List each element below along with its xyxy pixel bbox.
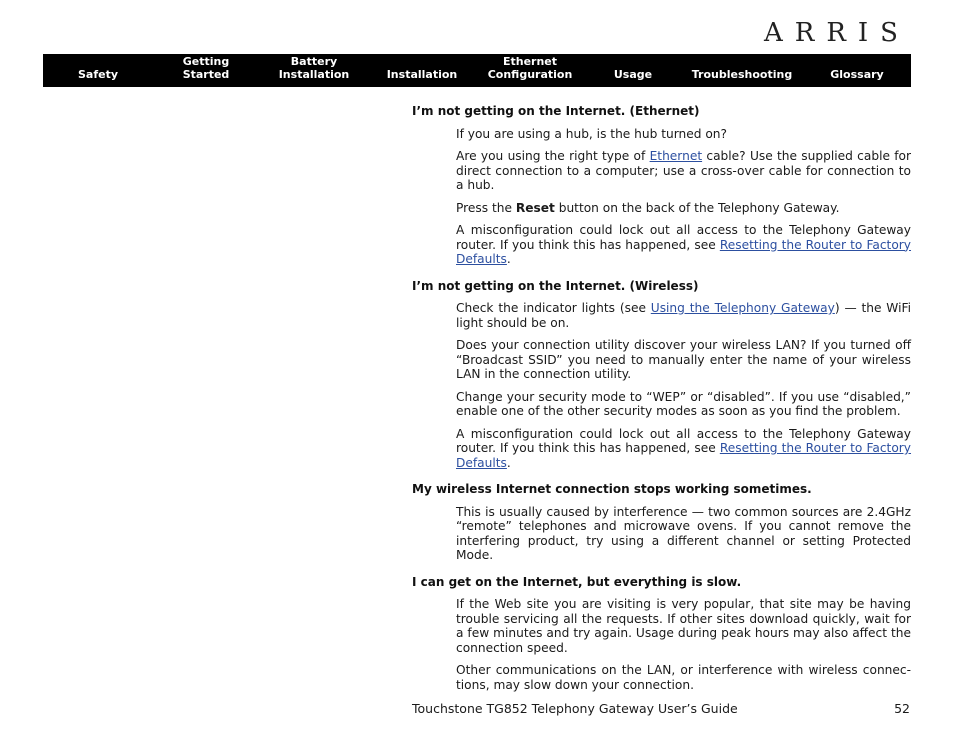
- nav-ethernet-configuration-line2: Configuration: [487, 68, 573, 81]
- nav-safety[interactable]: [43, 68, 153, 87]
- nav-battery-installation-line1: Battery: [290, 55, 338, 68]
- nav-ethernet-configuration[interactable]: [475, 55, 585, 87]
- using-gateway-link[interactable]: Using the Telephony Gateway: [650, 301, 835, 315]
- nav-installation[interactable]: [369, 68, 475, 87]
- factory-defaults-link[interactable]: Resetting the Router to Factory Defaults: [456, 441, 912, 470]
- paragraph: [456, 427, 911, 471]
- section-slow: [412, 575, 911, 693]
- paragraph-text: ) — the WiFi light should be on.: [456, 301, 911, 330]
- nav-safety-line2: Safety: [77, 68, 119, 81]
- section-wireless: [412, 279, 911, 471]
- paragraph: [456, 223, 911, 267]
- paragraph-text: cable? Use the supplied cable for direct connection to a computer; use a cross-over cable for connection to a hub.: [456, 149, 912, 192]
- nav-getting-started[interactable]: [153, 55, 259, 87]
- section-heading: I’m not getting on the Internet. (Wireless): [412, 278, 699, 293]
- arris-logo: ARRIS: [763, 18, 910, 48]
- factory-defaults-link[interactable]: Resetting the Router to Factory Defaults: [456, 237, 912, 266]
- section-ethernet: [412, 104, 911, 267]
- paragraph-text: Check the indicator lights (see: [456, 301, 651, 315]
- section-heading: I can get on the Internet, but everything is slow.: [412, 574, 742, 589]
- footer-guide-title: Touchstone TG852 Telephony Gateway User’s Guide: [412, 701, 738, 716]
- paragraph: If you are using a hub, is the hub turned on?: [456, 126, 728, 141]
- nav-glossary-line2: Glossary: [830, 68, 884, 81]
- reset-bold-text: Reset: [515, 200, 555, 215]
- nav-getting-started-line2: Started: [182, 68, 230, 81]
- nav-battery-installation-line2: Installation: [278, 68, 350, 81]
- nav-glossary[interactable]: [803, 68, 911, 87]
- section-heading: My wireless Internet connection stops working sometimes.: [412, 482, 812, 496]
- paragraph-text: A misconfiguration could lock out all access to the Telephony Gateway router. If you think this has happened, see: [456, 426, 911, 455]
- paragraph: Other communications on the LAN, or interference with wireless connections, may slow down your connection.: [456, 663, 911, 692]
- paragraph: If the Web site you are visiting is very popular, that site may be having trouble servicing all the requests. If other sites download quickly, wait for a few minutes and try again. Usage during peak hours may also affect the connection speed.: [456, 597, 911, 655]
- main-content: [412, 104, 911, 704]
- section-heading: I’m not getting on the Internet. (Ethernet): [412, 104, 700, 118]
- paragraph: Change your security mode to “WEP” or “disabled”. If you use “disabled,” enable one of the other security modes as soon as you find the problem.: [456, 389, 911, 418]
- nav-installation-line2: Installation: [386, 68, 458, 81]
- nav-getting-started-line1: Getting: [182, 55, 230, 68]
- top-nav-bar: [43, 54, 911, 87]
- paragraph-text: .: [506, 252, 511, 266]
- paragraph-text: A misconfiguration could lock out all access to the Telephony Gateway router. If you think this has happened, see: [456, 223, 911, 252]
- paragraph-text: Press the: [456, 200, 516, 215]
- nav-battery-installation[interactable]: [259, 55, 369, 87]
- nav-ethernet-configuration-line1: Ethernet: [502, 55, 558, 68]
- section-wireless-stops: [412, 482, 911, 563]
- nav-troubleshooting-line2: Troubleshooting: [691, 68, 793, 81]
- paragraph-text: .: [506, 455, 511, 470]
- page-number: 52: [894, 701, 910, 716]
- paragraph-text: button on the back of the Telephony Gateway.: [554, 200, 840, 215]
- nav-usage[interactable]: [585, 68, 681, 87]
- paragraph: [456, 201, 911, 216]
- nav-troubleshooting[interactable]: [681, 68, 803, 87]
- paragraph: [456, 149, 911, 193]
- paragraph: Does your connection utility discover your wireless LAN? If you turned off “Broadcast SSID” you need to manually enter the name of your wireless LAN in the connection utility.: [456, 338, 911, 381]
- paragraph: This is usually caused by interference — two common sources are 2.4GHz “remote” telephones and microwave ovens. If you cannot remove the interfering product, try using a different channel or setting Protected Mode.: [456, 504, 911, 562]
- ethernet-link[interactable]: Ethernet: [649, 149, 703, 163]
- paragraph-text: Are you using the right type of: [456, 149, 650, 163]
- nav-usage-line2: Usage: [613, 68, 653, 81]
- paragraph: [456, 301, 911, 330]
